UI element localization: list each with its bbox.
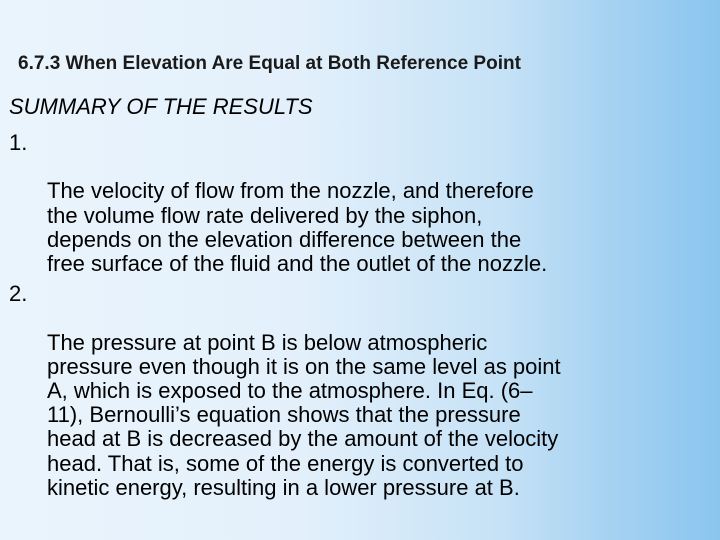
result-item-2 [9,282,709,500]
result-text-2: The pressure at point B is below atmospheric pressure even though it is on the same level as point A, which is exposed to the atmosphere. In Eq. (6– 11), Bernoulli’s equation shows that the pressure head at B is decreased by the amount of the velocity head. That is, some of the energy is converted to kinetic energy, resulting in a lower pressure at B. [47,329,561,500]
slide-title: 6.7.3 When Elevation Are Equal at Both Reference Point [18,53,521,74]
result-number-1: 1. [9,130,28,155]
result-item-1 [9,131,709,276]
result-list [9,131,709,506]
result-text-1: The velocity of flow from the nozzle, and therefore the volume flow rate delivered by the siphon, depends on the elevation difference between the free surface of the fluid and the outlet of the nozzle. [47,178,548,277]
summary-heading: SUMMARY OF THE RESULTS [9,94,313,119]
result-number-2: 2. [9,281,28,307]
